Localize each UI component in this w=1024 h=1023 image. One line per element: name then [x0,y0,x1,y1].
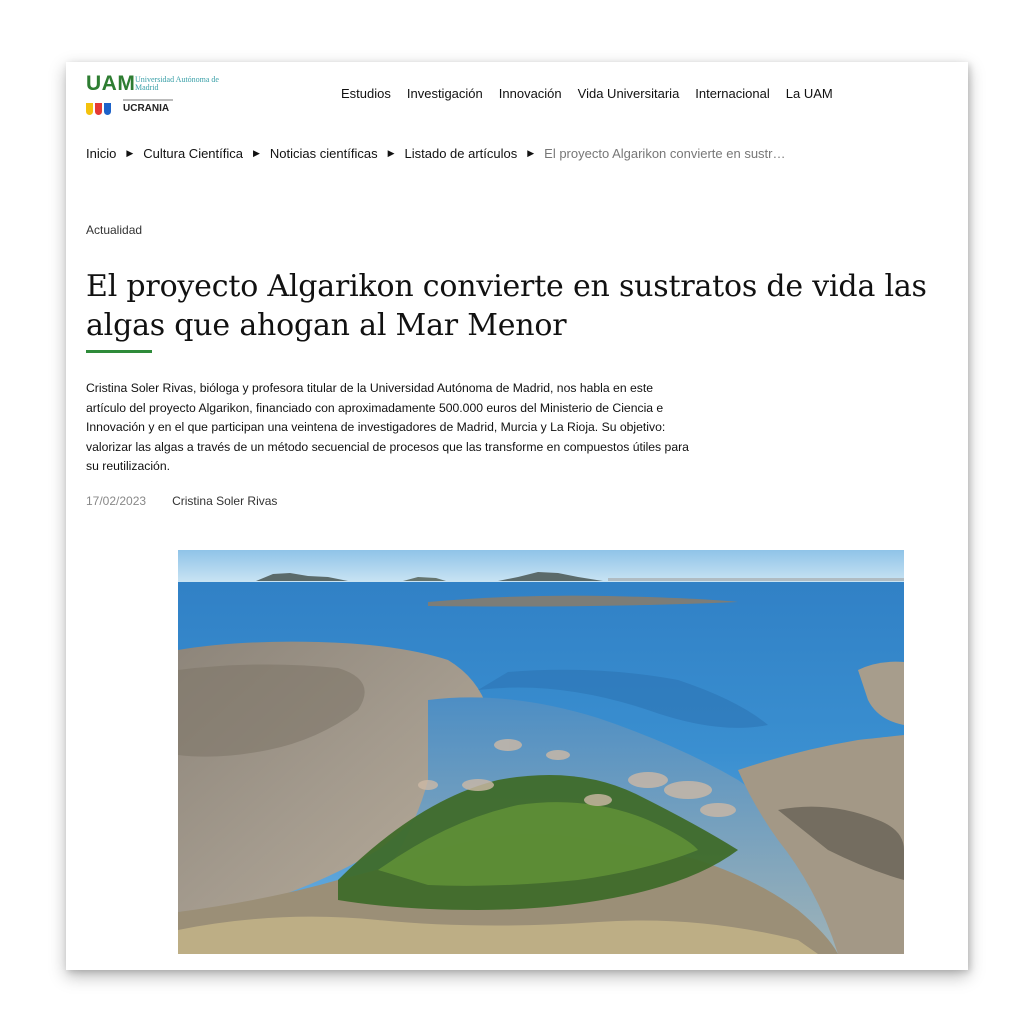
title-underline [86,350,152,353]
article-date: 17/02/2023 [86,494,147,508]
nav-item-innovacion[interactable]: Innovación [498,86,562,101]
logo-divider [123,99,173,101]
chevron-right-icon: ▶ [527,148,535,158]
article-lead: Cristina Soler Rivas, bióloga y profesora titular de la Universidad Autónoma de Madrid, nos habla en este artículo del proyecto Algarikon, financiado con aproximadamente 500.000 euros del Ministerio de Ciencia e Innovación y en el que participan una veintena de investigadores de Madrid, Murcia y La Rioja. Su objetivo: valorizar las algas a través de un método secuencial de procesos que las transforme en compuestos útiles para su reutilización. [86,381,689,473]
article-category: Actualidad [86,223,143,237]
nav-item-internacional[interactable]: Internacional [695,86,770,101]
breadcrumb-current: El proyecto Algarikon convierte en sustr… [544,146,786,161]
article-author[interactable]: Cristina Soler Rivas [172,494,278,508]
breadcrumb [86,146,786,161]
nav-item-estudios[interactable]: Estudios [341,86,391,101]
logo-wordmark: UAM [86,72,136,95]
chevron-right-icon: ▶ [253,148,260,158]
breadcrumb-inicio[interactable]: Inicio [86,146,117,161]
breadcrumb-noticias-cientificas[interactable]: Noticias científicas [269,146,378,161]
browser-page [66,62,968,970]
chevron-right-icon: ▶ [126,148,134,158]
shoreline-photo [178,550,904,954]
article-title: El proyecto Algarikon convierte en sustratos de vida las algas que ahogan al Mar Menor [86,269,927,343]
breadcrumb-cultura-cientifica[interactable]: Cultura Científica [143,146,243,161]
nav-item-vida-universitaria[interactable]: Vida Universitaria [577,86,680,101]
article-hero-image [178,550,904,954]
logo-university-name: Universidad Autónoma de Madrid [135,75,219,92]
chevron-right-icon: ▶ [387,148,395,158]
breadcrumb-listado-articulos[interactable]: Listado de artículos [404,146,518,161]
main-nav [341,86,833,101]
flag-stripes-icon [86,102,120,114]
logo-tagline: UCRANIA [123,103,170,114]
uam-logo[interactable] [86,72,236,120]
article-meta [86,494,277,508]
nav-item-investigacion[interactable]: Investigación [406,86,483,101]
nav-item-la-uam[interactable]: La UAM [785,86,833,101]
